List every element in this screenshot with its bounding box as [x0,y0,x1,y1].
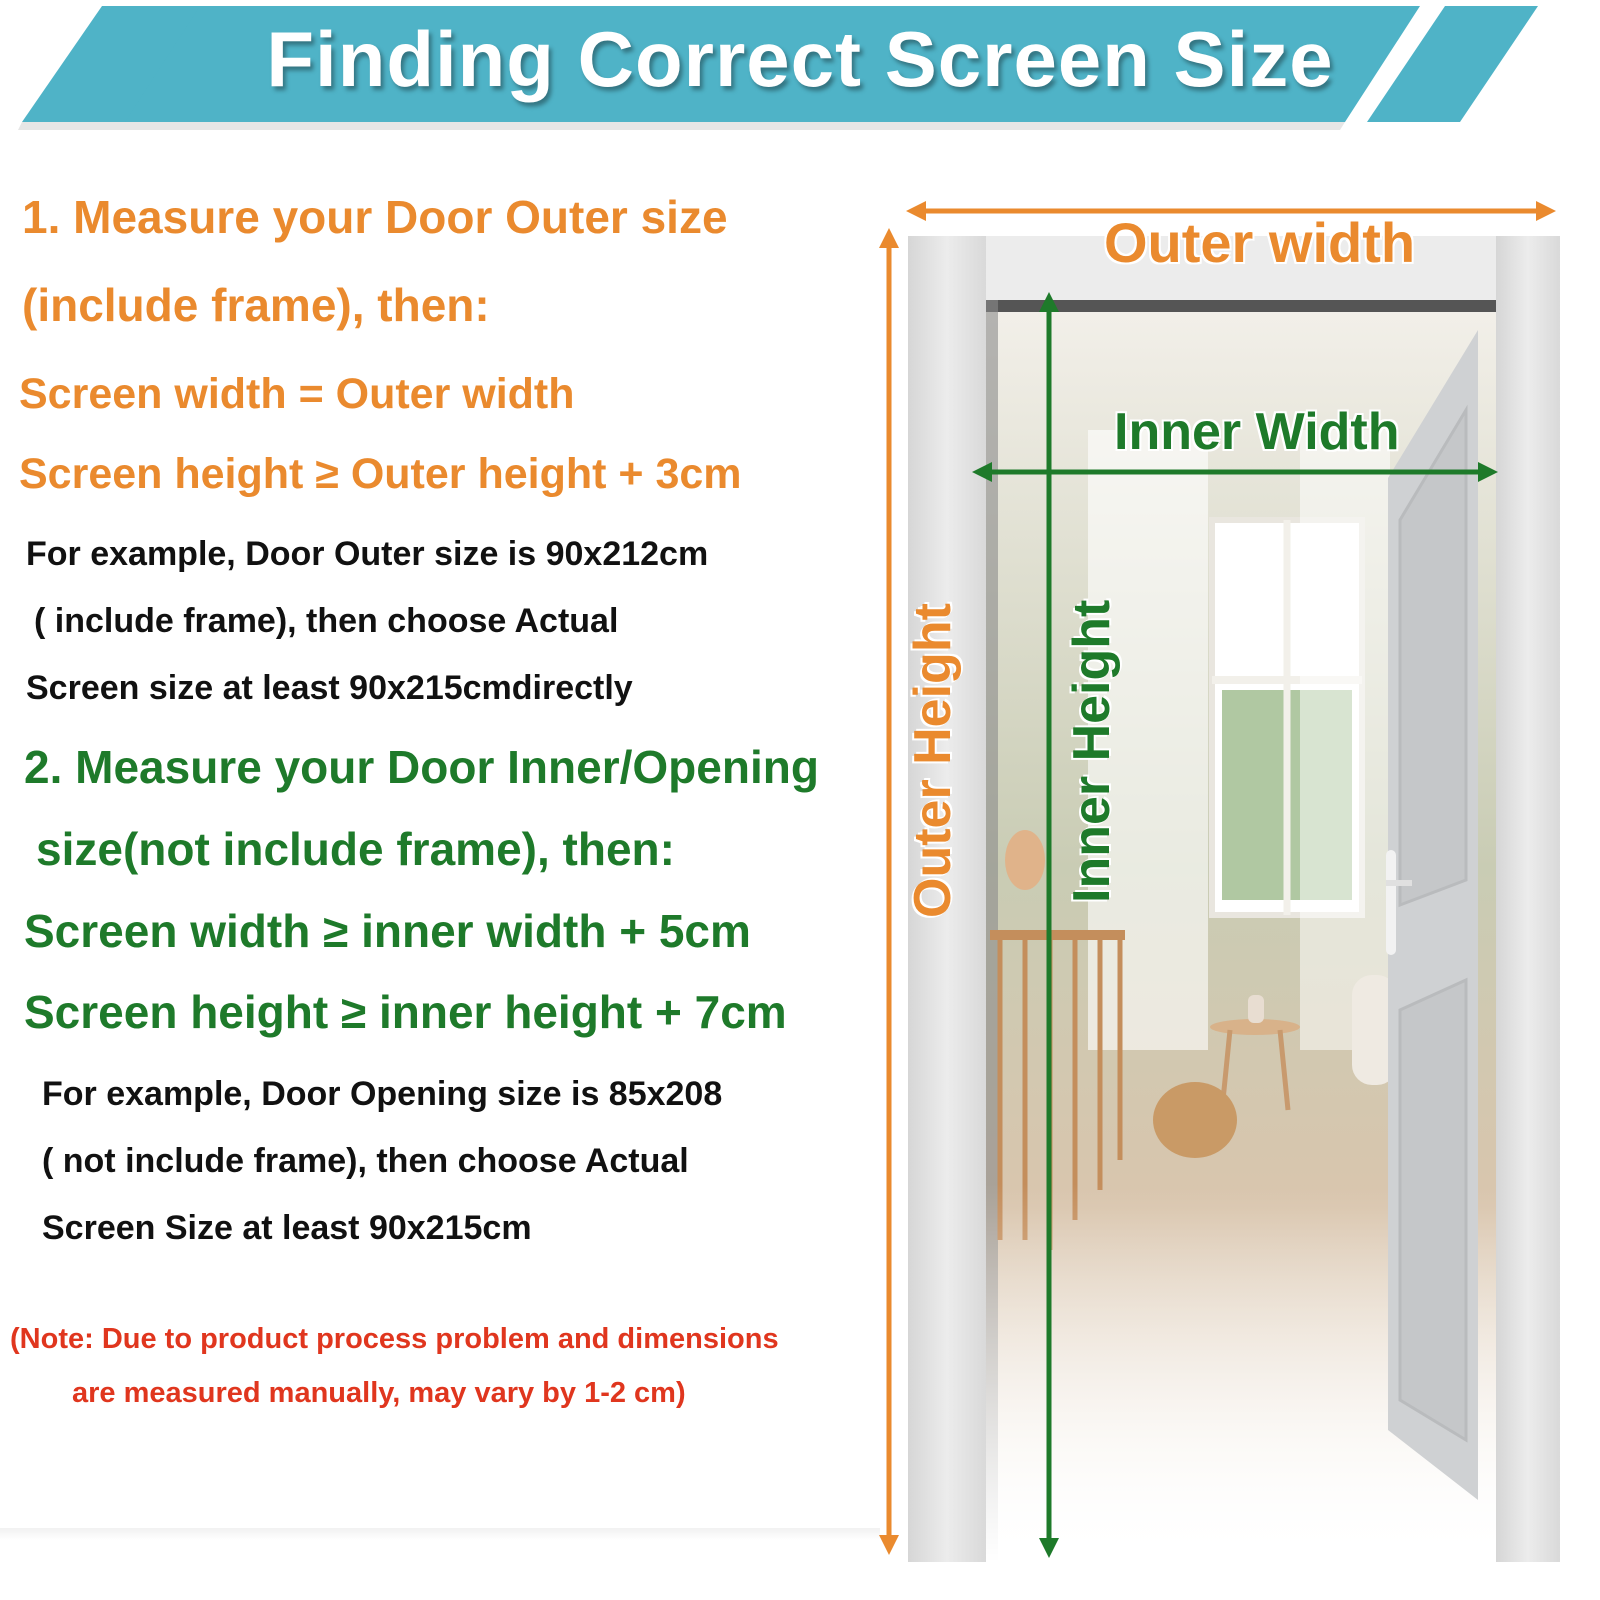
door-leaf [1386,330,1478,1500]
section1-rule-width: Screen width = Outer width [19,370,575,418]
outer-height-label: Outer Height [904,603,962,918]
section1-example-line1: For example, Door Outer size is 90x212cm [26,535,709,573]
section1-rule-height: Screen height ≥ Outer height + 3cm [19,450,742,498]
section1-heading-line2: (include frame), then: [22,279,490,331]
section1-example-line2: ( include frame), then choose Actual [34,602,619,640]
inner-height-label: Inner Height [1063,599,1121,903]
section2-rule-width: Screen width ≥ inner width + 5cm [24,905,751,957]
page-title: Finding Correct Screen Size [266,15,1334,103]
section1-example-line3: Screen size at least 90x215cmdirectly [26,669,633,707]
section2-example-line3: Screen Size at least 90x215cm [42,1209,532,1247]
section2-heading-line1: 2. Measure your Door Inner/Opening [24,741,819,793]
section2-example-line1: For example, Door Opening size is 85x208 [42,1075,723,1113]
outer-height-arrow [879,228,899,1555]
section2-example-line2: ( not include frame), then choose Actual [42,1142,689,1180]
section1-heading-line1: 1. Measure your Door Outer size [22,191,728,243]
note-line2: are measured manually, may vary by 1-2 cm) [72,1377,686,1409]
inner-width-label: Inner Width [1114,403,1400,461]
section2-rule-height: Screen height ≥ inner height + 7cm [24,986,787,1038]
note-line1: (Note: Due to product process problem and dimensions [10,1323,779,1355]
section2-heading-line2: size(not include frame), then: [36,823,675,875]
outer-width-label: Outer width [1104,211,1416,274]
